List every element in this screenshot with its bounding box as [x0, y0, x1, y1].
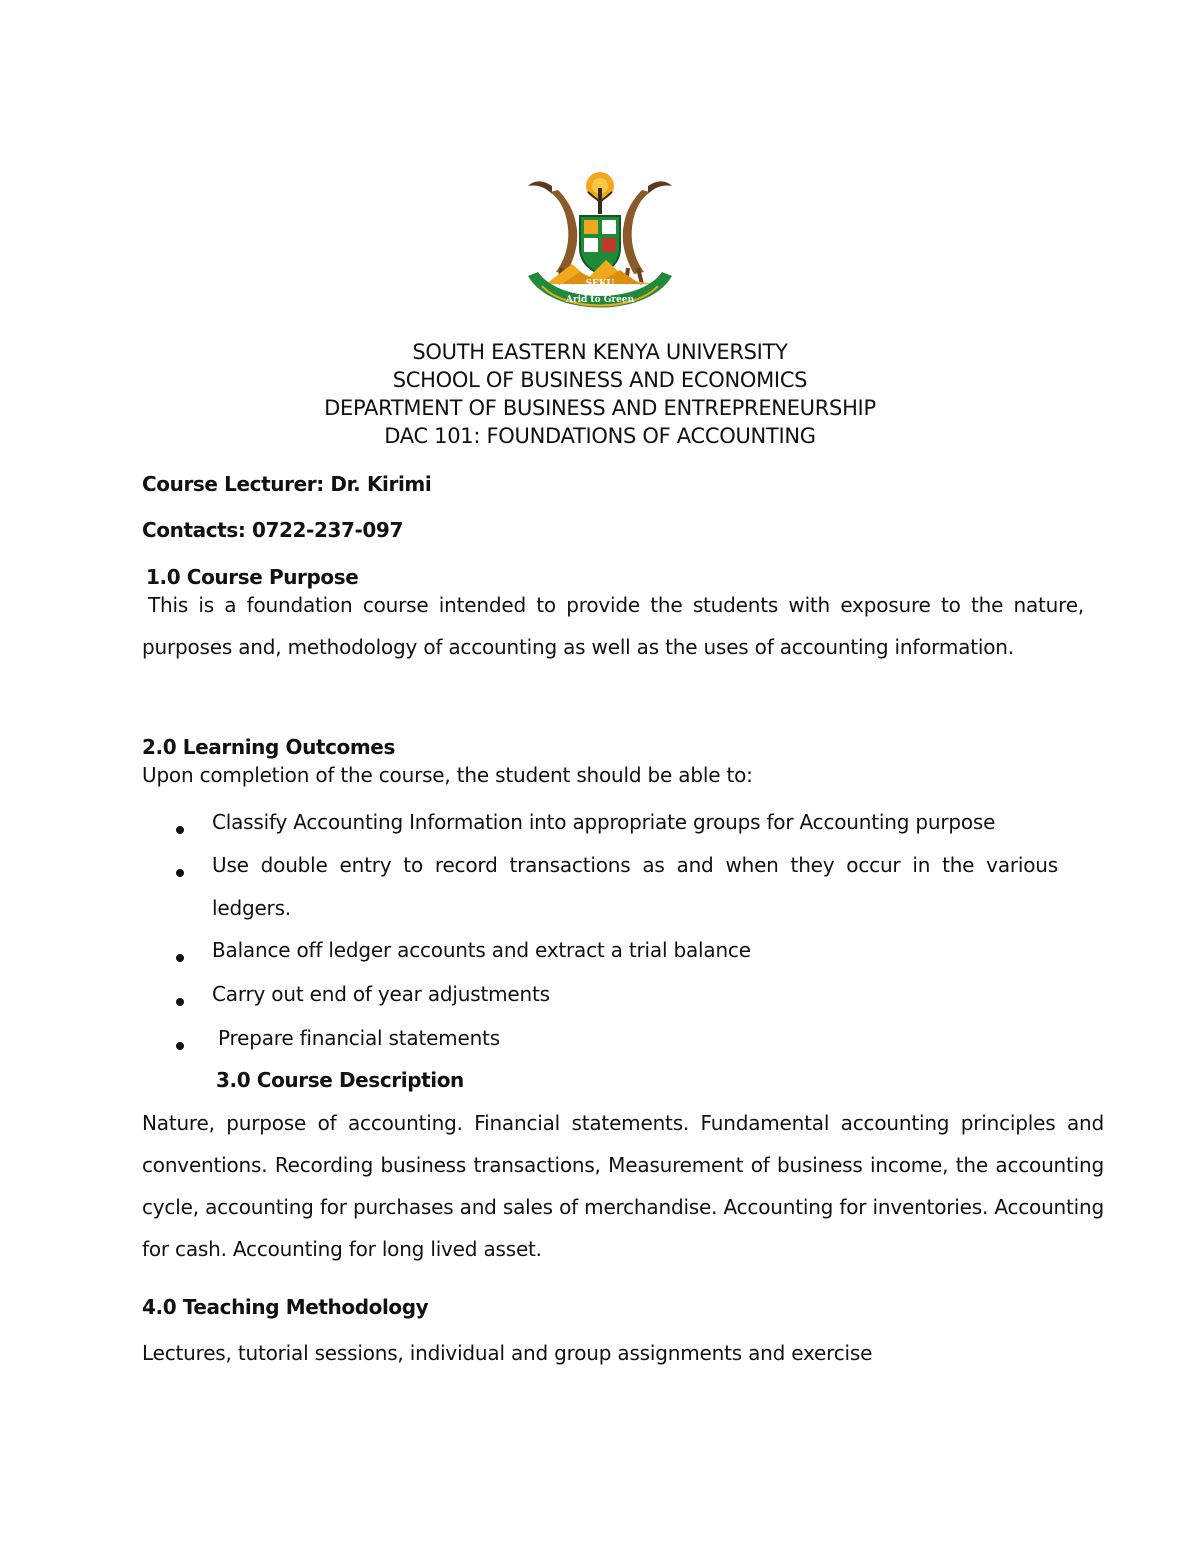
crest-motto: Arid to Green — [565, 295, 635, 305]
list-item — [172, 982, 1058, 1006]
purpose-body: This is a foundation course intended to provide the students with exposure to the nature, purposes and, methodology of accounting as well as the uses of accounting information. — [142, 593, 1084, 659]
university-name: SOUTH EASTERN KENYA UNIVERSITY — [412, 340, 788, 364]
section-heading-purpose: 1.0 Course Purpose — [146, 565, 359, 589]
list-item-text: Balance off ledger accounts and extract a trial balance — [212, 938, 751, 962]
list-item-text: Classify Accounting Information into appropriate groups for Accounting purpose — [212, 810, 996, 834]
contacts: Contacts: 0722-237-097 — [142, 518, 403, 542]
bullet-icon — [176, 826, 184, 834]
crest-banner-top: SEKU — [585, 279, 615, 289]
outcomes-intro: Upon completion of the course, the student should be able to: — [142, 763, 753, 787]
section-heading-outcomes: 2.0 Learning Outcomes — [142, 735, 395, 759]
bullet-icon — [176, 954, 184, 962]
list-item — [172, 1026, 1064, 1050]
list-item — [172, 810, 1058, 834]
course-lecturer: Course Lecturer: Dr. Kirimi — [142, 472, 432, 496]
school-name: SCHOOL OF BUSINESS AND ECONOMICS — [392, 368, 808, 392]
bullet-icon — [176, 869, 184, 877]
section-heading-description: 3.0 Course Description — [216, 1068, 464, 1092]
list-item-text: Prepare financial statements — [218, 1026, 500, 1050]
list-item-text: Carry out end of year adjustments — [212, 982, 550, 1006]
description-body: Nature, purpose of accounting. Financial statements. Fundamental accounting principles and conventions. Recording business transactions, Measurement of business income, the accounting cycle, accounting for purchases and sales of merchandise. Accounting for inventories. Accounting for cash. Accounting for long lived asset. — [142, 1111, 1104, 1261]
seku-crest-icon — [522, 168, 678, 316]
section-heading-methodology: 4.0 Teaching Methodology — [142, 1295, 429, 1319]
bullet-icon — [176, 1042, 184, 1050]
methodology-body: Lectures, tutorial sessions, individual and group assignments and exercise — [142, 1341, 873, 1365]
document-header — [0, 338, 1200, 450]
list-item — [172, 938, 1058, 962]
bullet-icon — [176, 998, 184, 1006]
course-title: DAC 101: FOUNDATIONS OF ACCOUNTING — [384, 424, 816, 448]
list-item-text: Use double entry to record transactions as and when they occur in the various ledgers. — [212, 853, 1058, 920]
list-item — [172, 853, 1058, 930]
department-name: DEPARTMENT OF BUSINESS AND ENTREPRENEURSHIP — [324, 396, 876, 420]
